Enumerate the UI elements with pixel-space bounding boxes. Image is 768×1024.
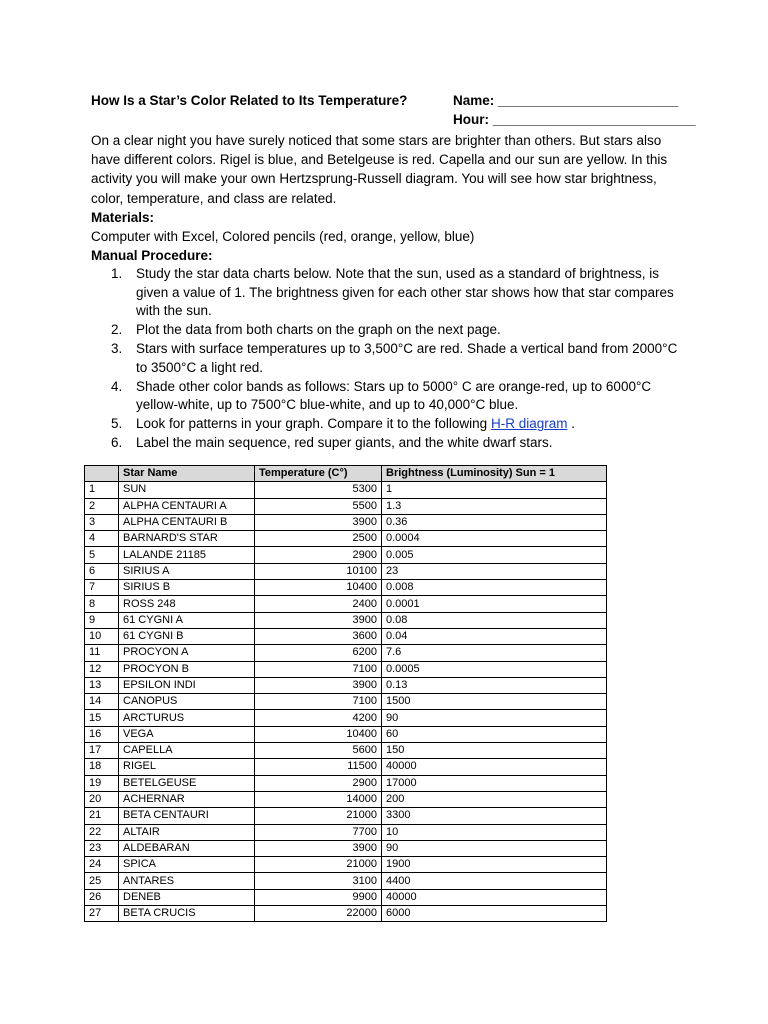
temperature-cell: 10400 [255, 580, 382, 596]
table-row [85, 677, 607, 693]
star-name-cell: ALTAIR [119, 824, 255, 840]
column-header-brightness: Brightness (Luminosity) Sun = 1 [382, 466, 607, 482]
step-number: 1. [111, 266, 123, 282]
worksheet [91, 93, 696, 453]
table-row [85, 824, 607, 840]
star-name-cell: ALDEBARAN [119, 840, 255, 856]
brightness-cell: 0.36 [382, 514, 607, 530]
star-data-table [84, 465, 607, 922]
temperature-cell: 11500 [255, 759, 382, 775]
row-index: 1 [85, 482, 119, 498]
name-field: Name: ________________________ [453, 93, 679, 108]
row-index: 24 [85, 857, 119, 873]
page-title: How Is a Star’s Color Related to Its Temperature? [91, 93, 408, 108]
brightness-cell: 3300 [382, 808, 607, 824]
star-name-cell: ALPHA CENTAURI B [119, 514, 255, 530]
row-index: 2 [85, 498, 119, 514]
table-row [85, 612, 607, 628]
row-index: 27 [85, 906, 119, 922]
star-name-cell: LALANDE 21185 [119, 547, 255, 563]
table-row [85, 645, 607, 661]
temperature-cell: 5600 [255, 743, 382, 759]
brightness-cell: 0.0004 [382, 531, 607, 547]
row-index: 20 [85, 791, 119, 807]
row-index: 25 [85, 873, 119, 889]
hr-diagram-link[interactable]: H-R diagram [490, 416, 568, 432]
materials-text: Computer with Excel, Colored pencils (red, orange, yellow, blue) [91, 229, 475, 245]
procedure-step [91, 321, 691, 340]
temperature-cell: 3900 [255, 840, 382, 856]
step-text: Stars with surface temperatures up to 3,500°C are red. Shade a vertical band from 2000°C to 3500°C a light red. [136, 341, 678, 375]
table-row [85, 547, 607, 563]
star-name-cell: DENEB [119, 889, 255, 905]
row-index: 12 [85, 661, 119, 677]
table-row [85, 596, 607, 612]
temperature-cell: 3600 [255, 628, 382, 644]
star-name-cell: CAPELLA [119, 743, 255, 759]
procedure-step [91, 265, 691, 321]
column-header-index [85, 466, 119, 482]
table-row [85, 563, 607, 579]
brightness-cell: 90 [382, 710, 607, 726]
temperature-cell: 6200 [255, 645, 382, 661]
table-header-row [85, 466, 607, 482]
row-index: 15 [85, 710, 119, 726]
brightness-cell: 0.13 [382, 677, 607, 693]
row-index: 7 [85, 580, 119, 596]
temperature-cell: 21000 [255, 808, 382, 824]
row-index: 14 [85, 694, 119, 710]
row-index: 13 [85, 677, 119, 693]
table-body [85, 482, 607, 922]
star-name-cell: PROCYON A [119, 645, 255, 661]
row-index: 6 [85, 563, 119, 579]
table-row [85, 498, 607, 514]
column-header-temperature: Temperature (C°) [255, 466, 382, 482]
step-text: Study the star data charts below. Note that the sun, used as a standard of brightness, is given a value of 1. The brightness given for each other star shows how that star compares with the sun. [136, 266, 674, 319]
step-text: Plot the data from both charts on the graph on the next page. [136, 322, 501, 338]
table-row [85, 840, 607, 856]
temperature-cell: 4200 [255, 710, 382, 726]
table-row [85, 906, 607, 922]
star-name-cell: BETA CENTAURI [119, 808, 255, 824]
step-number: 2. [111, 322, 123, 338]
star-name-cell: ANTARES [119, 873, 255, 889]
step-text: Label the main sequence, red super giants, and the white dwarf stars. [136, 435, 553, 451]
temperature-cell: 2900 [255, 775, 382, 791]
step-text-end: . [567, 416, 575, 432]
brightness-cell: 1900 [382, 857, 607, 873]
temperature-cell: 7100 [255, 694, 382, 710]
brightness-cell: 90 [382, 840, 607, 856]
table-row [85, 775, 607, 791]
brightness-cell: 1500 [382, 694, 607, 710]
star-name-cell: SUN [119, 482, 255, 498]
temperature-cell: 3100 [255, 873, 382, 889]
star-name-cell: ALPHA CENTAURI A [119, 498, 255, 514]
brightness-cell: 0.008 [382, 580, 607, 596]
brightness-cell: 0.04 [382, 628, 607, 644]
row-index: 16 [85, 726, 119, 742]
step-number: 6. [111, 435, 123, 451]
row-index: 19 [85, 775, 119, 791]
star-name-cell: EPSILON INDI [119, 677, 255, 693]
brightness-cell: 40000 [382, 889, 607, 905]
star-name-cell: SIRIUS B [119, 580, 255, 596]
procedure-step [91, 378, 691, 415]
brightness-cell: 0.0005 [382, 661, 607, 677]
row-index: 8 [85, 596, 119, 612]
star-name-cell: RIGEL [119, 759, 255, 775]
procedure-step [91, 415, 691, 434]
temperature-cell: 5500 [255, 498, 382, 514]
row-index: 3 [85, 514, 119, 530]
row-index: 11 [85, 645, 119, 661]
brightness-cell: 150 [382, 743, 607, 759]
table-row [85, 873, 607, 889]
brightness-cell: 200 [382, 791, 607, 807]
table-row [85, 580, 607, 596]
temperature-cell: 7100 [255, 661, 382, 677]
temperature-cell: 2500 [255, 531, 382, 547]
star-name-cell: BARNARD'S STAR [119, 531, 255, 547]
row-index: 26 [85, 889, 119, 905]
temperature-cell: 2900 [255, 547, 382, 563]
row-index: 21 [85, 808, 119, 824]
temperature-cell: 14000 [255, 791, 382, 807]
temperature-cell: 21000 [255, 857, 382, 873]
brightness-cell: 23 [382, 563, 607, 579]
row-index: 23 [85, 840, 119, 856]
star-name-cell: VEGA [119, 726, 255, 742]
brightness-cell: 4400 [382, 873, 607, 889]
star-name-cell: BETELGEUSE [119, 775, 255, 791]
temperature-cell: 9900 [255, 889, 382, 905]
table-row [85, 743, 607, 759]
step-number: 5. [111, 416, 123, 432]
brightness-cell: 10 [382, 824, 607, 840]
star-name-cell: 61 CYGNI B [119, 628, 255, 644]
star-name-cell: 61 CYGNI A [119, 612, 255, 628]
brightness-cell: 40000 [382, 759, 607, 775]
step-text: Look for patterns in your graph. Compare it to the following [136, 416, 491, 432]
table-row [85, 857, 607, 873]
row-index: 10 [85, 628, 119, 644]
star-name-cell: ARCTURUS [119, 710, 255, 726]
row-index: 17 [85, 743, 119, 759]
procedure-list [91, 265, 691, 453]
table-row [85, 514, 607, 530]
temperature-cell: 3900 [255, 612, 382, 628]
step-text: Shade other color bands as follows: Stars up to 5000° C are orange-red, up to 6000°C yellow-white, up to 7500°C blue-white, and up to 40,000°C blue. [136, 378, 652, 413]
table-row [85, 628, 607, 644]
column-header-star-name: Star Name [119, 466, 255, 482]
table-row [85, 661, 607, 677]
step-number: 3. [111, 341, 123, 357]
table-row [85, 808, 607, 824]
temperature-cell: 7700 [255, 824, 382, 840]
temperature-cell: 22000 [255, 906, 382, 922]
row-index: 18 [85, 759, 119, 775]
brightness-cell: 6000 [382, 906, 607, 922]
temperature-cell: 3900 [255, 514, 382, 530]
row-index: 9 [85, 612, 119, 628]
table-row [85, 710, 607, 726]
star-name-cell: SPICA [119, 857, 255, 873]
table-row [85, 482, 607, 498]
table-row [85, 791, 607, 807]
row-index: 4 [85, 531, 119, 547]
star-name-cell: ACHERNAR [119, 791, 255, 807]
brightness-cell: 1.3 [382, 498, 607, 514]
temperature-cell: 10400 [255, 726, 382, 742]
temperature-cell: 10100 [255, 563, 382, 579]
brightness-cell: 1 [382, 482, 607, 498]
intro-paragraph: On a clear night you have surely noticed that some stars are brighter than others. But stars also have different colors. Rigel is blue, and Betelgeuse is red. Capella and our sun are yellow. In this activity you will make your own Hertzsprung-Russell diagram. You will see how star brightness, color, temperature, and class are related. [91, 133, 668, 206]
table-row [85, 531, 607, 547]
materials-heading: Materials: [91, 209, 155, 225]
star-name-cell: PROCYON B [119, 661, 255, 677]
brightness-cell: 0.0001 [382, 596, 607, 612]
star-name-cell: BETA CRUCIS [119, 906, 255, 922]
row-index: 5 [85, 547, 119, 563]
hour-row [91, 112, 696, 131]
hour-field: Hour: ___________________________ [453, 112, 696, 127]
temperature-cell: 5300 [255, 482, 382, 498]
brightness-cell: 17000 [382, 775, 607, 791]
table-row [85, 694, 607, 710]
step-number: 4. [111, 378, 123, 394]
brightness-cell: 0.005 [382, 547, 607, 563]
temperature-cell: 2400 [255, 596, 382, 612]
table-row [85, 759, 607, 775]
brightness-cell: 60 [382, 726, 607, 742]
star-name-cell: CANOPUS [119, 694, 255, 710]
brightness-cell: 7.6 [382, 645, 607, 661]
temperature-cell: 3900 [255, 677, 382, 693]
star-name-cell: SIRIUS A [119, 563, 255, 579]
table-row [85, 889, 607, 905]
star-name-cell: ROSS 248 [119, 596, 255, 612]
row-index: 22 [85, 824, 119, 840]
procedure-step [91, 340, 691, 377]
procedure-step [91, 434, 691, 453]
title-row [91, 93, 691, 112]
brightness-cell: 0.08 [382, 612, 607, 628]
table-row [85, 726, 607, 742]
procedure-heading: Manual Procedure: [91, 248, 213, 264]
